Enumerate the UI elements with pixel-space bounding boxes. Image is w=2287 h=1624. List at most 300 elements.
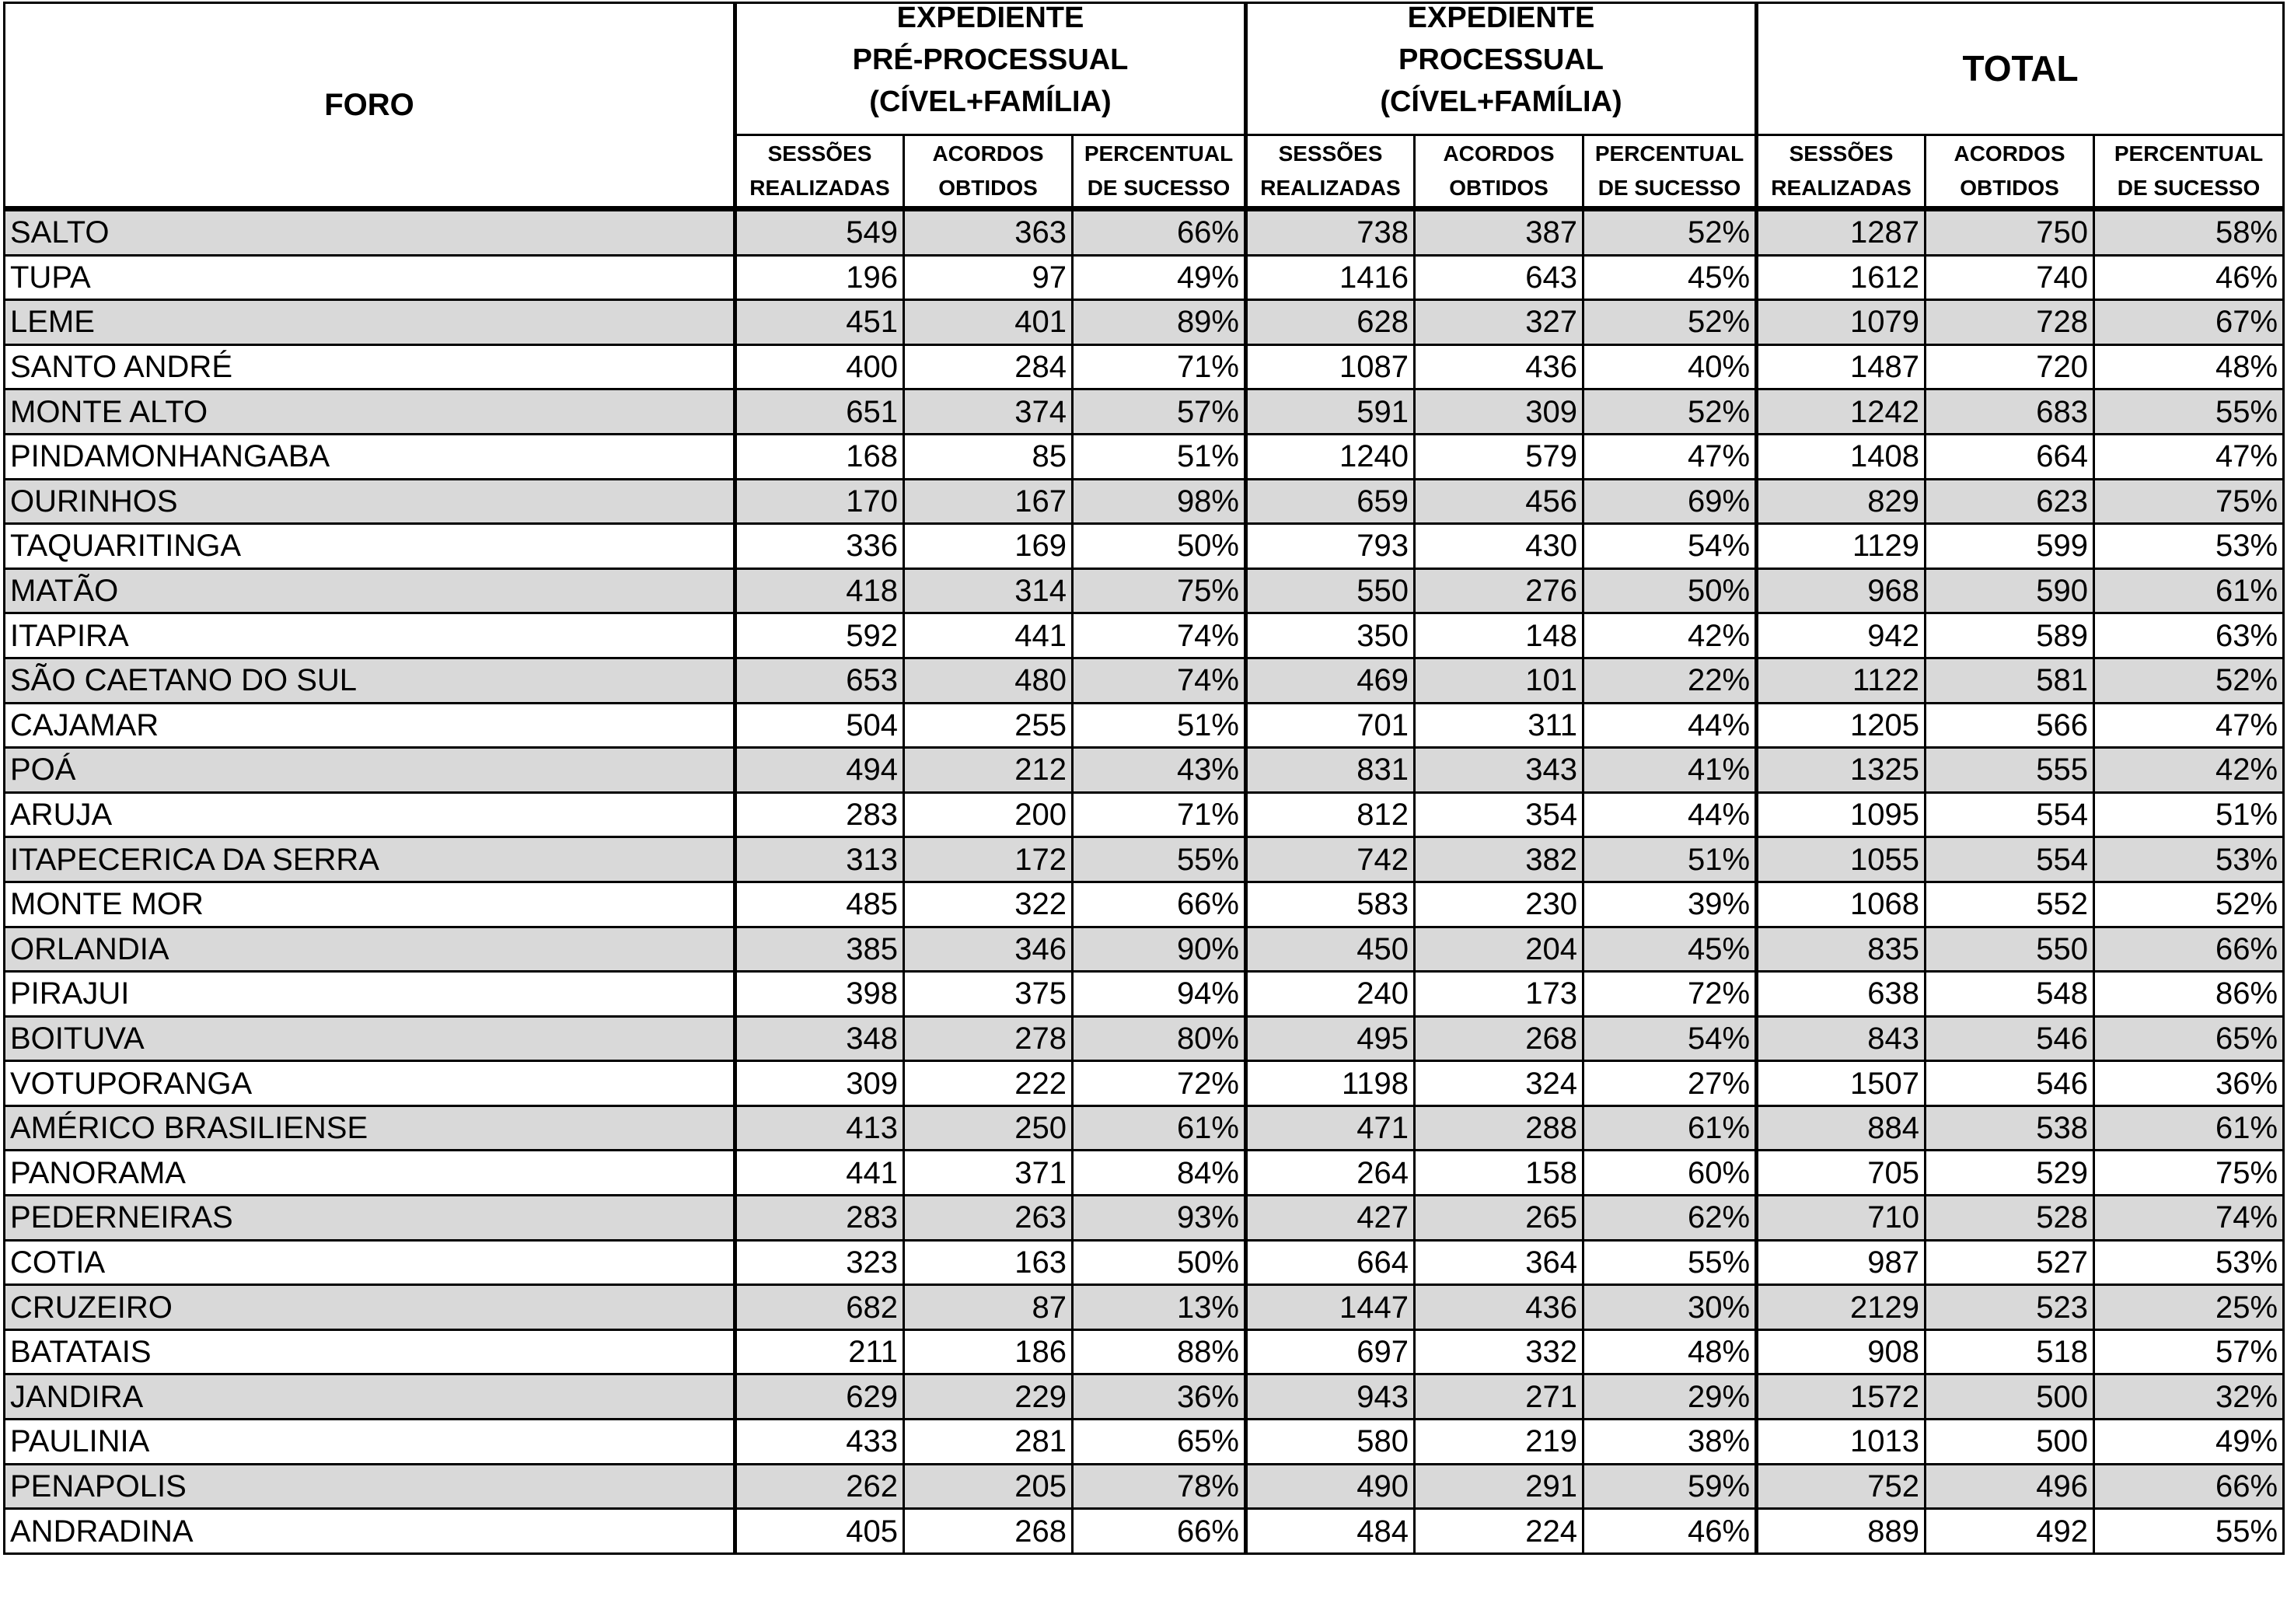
pre-acordos-cell: 281 [904, 1420, 1073, 1465]
foro-cell: ORLANDIA [5, 927, 735, 972]
pre-percentual-cell: 98% [1073, 479, 1246, 524]
foro-cell: ITAPECERICA DA SERRA [5, 837, 735, 882]
table-row [5, 927, 2284, 972]
proc-acordos-cell: 288 [1415, 1105, 1583, 1151]
pre-percentual-cell: 88% [1073, 1329, 1246, 1374]
group-line: EXPEDIENTE [1407, 2, 1595, 35]
foro-cell: TAQUARITINGA [5, 524, 735, 569]
proc-acordos-cell: 436 [1415, 344, 1583, 389]
foro-cell: SÃO CAETANO DO SUL [5, 658, 735, 703]
proc-sessoes-cell: 1240 [1246, 434, 1415, 479]
table-row [5, 209, 2284, 256]
total-acordos-cell: 554 [1926, 837, 2094, 882]
proc-sessoes-cell: 831 [1246, 748, 1415, 793]
pre-acordos-cell: 229 [904, 1374, 1073, 1420]
proc-acordos-cell: 224 [1415, 1509, 1583, 1554]
pre-sessoes-cell: 323 [735, 1240, 904, 1285]
proc-percentual-cell: 50% [1583, 568, 1757, 613]
total-acordos-cell: 623 [1926, 479, 2094, 524]
foro-cell: LEME [5, 300, 735, 345]
proc-percentual-cell: 52% [1583, 300, 1757, 345]
pre-sessoes-cell: 549 [735, 209, 904, 256]
pre-acordos-cell: 255 [904, 703, 1073, 748]
group-line: EXPEDIENTE [896, 2, 1084, 35]
proc-sessoes-cell: 264 [1246, 1151, 1415, 1196]
pre-percentual-cell: 51% [1073, 434, 1246, 479]
total-acordos-cell: 527 [1926, 1240, 2094, 1285]
foro-cell: CRUZEIRO [5, 1285, 735, 1330]
table-row [5, 837, 2284, 882]
pre-sessoes-cell: 653 [735, 658, 904, 703]
pre-sessoes-cell: 682 [735, 1285, 904, 1330]
total-acordos-cell: 750 [1926, 209, 2094, 256]
total-sessoes-cell: 942 [1757, 613, 1926, 658]
foro-header: FORO [5, 3, 735, 209]
pre-percentual-cell: 50% [1073, 1240, 1246, 1285]
table-row [5, 1464, 2284, 1509]
total-sessoes-cell: 710 [1757, 1196, 1926, 1241]
foro-cell: PANORAMA [5, 1151, 735, 1196]
total-sessoes-cell: 1055 [1757, 837, 1926, 882]
total-sessoes-cell: 705 [1757, 1151, 1926, 1196]
proc-acordos-cell: 158 [1415, 1151, 1583, 1196]
pre-percentual-cell: 66% [1073, 1509, 1246, 1554]
pre-acordos-cell: 200 [904, 792, 1073, 837]
pre-acordos-cell: 222 [904, 1061, 1073, 1106]
foro-cell: SALTO [5, 209, 735, 256]
pre-percentual-cell: 57% [1073, 389, 1246, 435]
proc-sessoes-cell: 812 [1246, 792, 1415, 837]
pre-sessoes-cell: 451 [735, 300, 904, 345]
proc-acordos-cell: 268 [1415, 1016, 1583, 1061]
foro-cell: VOTUPORANGA [5, 1061, 735, 1106]
foro-cell: BATATAIS [5, 1329, 735, 1374]
proc-sessoes-cell: 591 [1246, 389, 1415, 435]
table-row [5, 389, 2284, 435]
proc-sessoes-cell: 427 [1246, 1196, 1415, 1241]
pre-sessoes-cell: 309 [735, 1061, 904, 1106]
total-percentual-cell: 55% [2094, 389, 2284, 435]
pre-sessoes-cell: 168 [735, 434, 904, 479]
proc-acordos-cell: 276 [1415, 568, 1583, 613]
pre-acordos-cell: 375 [904, 972, 1073, 1017]
pre-acordos-cell: 163 [904, 1240, 1073, 1285]
foro-cell: TUPA [5, 255, 735, 300]
pre-acordos-cell: 268 [904, 1509, 1073, 1554]
pre-acordos-cell: 212 [904, 748, 1073, 793]
pre-acordos-cell: 363 [904, 209, 1073, 256]
total-acordos-cell: 552 [1926, 882, 2094, 927]
proc-percentual-cell: 46% [1583, 1509, 1757, 1554]
proc-sessoes-cell: 738 [1246, 209, 1415, 256]
proc-acordos-cell: 456 [1415, 479, 1583, 524]
pre-percentual-cell: 78% [1073, 1464, 1246, 1509]
table-row [5, 1196, 2284, 1241]
table-row [5, 1151, 2284, 1196]
proc-percentual-cell: 61% [1583, 1105, 1757, 1151]
table-row [5, 613, 2284, 658]
proc-percentual-cell: 39% [1583, 882, 1757, 927]
total-percentual-cell: 36% [2094, 1061, 2284, 1106]
total-sessoes-cell: 1095 [1757, 792, 1926, 837]
sub-header-sessoes: SESSÕES REALIZADAS [1246, 134, 1415, 208]
pre-percentual-cell: 71% [1073, 344, 1246, 389]
proc-percentual-cell: 41% [1583, 748, 1757, 793]
pre-sessoes-cell: 385 [735, 927, 904, 972]
pre-sessoes-cell: 413 [735, 1105, 904, 1151]
table-row [5, 658, 2284, 703]
pre-sessoes-cell: 629 [735, 1374, 904, 1420]
total-percentual-cell: 66% [2094, 927, 2284, 972]
proc-percentual-cell: 45% [1583, 927, 1757, 972]
table-row [5, 703, 2284, 748]
table-row [5, 1240, 2284, 1285]
total-sessoes-cell: 835 [1757, 927, 1926, 972]
total-acordos-cell: 683 [1926, 389, 2094, 435]
pre-sessoes-cell: 211 [735, 1329, 904, 1374]
total-acordos-cell: 581 [1926, 658, 2094, 703]
total-percentual-cell: 55% [2094, 1509, 2284, 1554]
total-acordos-cell: 492 [1926, 1509, 2094, 1554]
total-acordos-cell: 566 [1926, 703, 2094, 748]
total-percentual-cell: 47% [2094, 434, 2284, 479]
pre-acordos-cell: 85 [904, 434, 1073, 479]
pre-acordos-cell: 172 [904, 837, 1073, 882]
total-sessoes-cell: 889 [1757, 1509, 1926, 1554]
foro-cell: PAULINIA [5, 1420, 735, 1465]
pre-percentual-cell: 94% [1073, 972, 1246, 1017]
proc-percentual-cell: 51% [1583, 837, 1757, 882]
proc-acordos-cell: 204 [1415, 927, 1583, 972]
foro-cell: PINDAMONHANGABA [5, 434, 735, 479]
proc-sessoes-cell: 664 [1246, 1240, 1415, 1285]
pre-percentual-cell: 66% [1073, 882, 1246, 927]
pre-acordos-cell: 87 [904, 1285, 1073, 1330]
pre-acordos-cell: 441 [904, 613, 1073, 658]
pre-sessoes-cell: 405 [735, 1509, 904, 1554]
pre-acordos-cell: 480 [904, 658, 1073, 703]
pre-sessoes-cell: 504 [735, 703, 904, 748]
proc-percentual-cell: 29% [1583, 1374, 1757, 1420]
proc-acordos-cell: 430 [1415, 524, 1583, 569]
pre-acordos-cell: 346 [904, 927, 1073, 972]
proc-sessoes-cell: 701 [1246, 703, 1415, 748]
proc-percentual-cell: 47% [1583, 434, 1757, 479]
pre-sessoes-cell: 170 [735, 479, 904, 524]
table-row [5, 882, 2284, 927]
total-sessoes-cell: 1408 [1757, 434, 1926, 479]
total-sessoes-cell: 1572 [1757, 1374, 1926, 1420]
total-acordos-cell: 550 [1926, 927, 2094, 972]
pre-percentual-cell: 84% [1073, 1151, 1246, 1196]
total-sessoes-cell: 638 [1757, 972, 1926, 1017]
sub-header-acordos: ACORDOS OBTIDOS [1415, 134, 1583, 208]
proc-sessoes-cell: 628 [1246, 300, 1415, 345]
total-percentual-cell: 66% [2094, 1464, 2284, 1509]
total-sessoes-cell: 987 [1757, 1240, 1926, 1285]
total-percentual-cell: 51% [2094, 792, 2284, 837]
foro-cell: SANTO ANDRÉ [5, 344, 735, 389]
sub-header-acordos: ACORDOS OBTIDOS [1926, 134, 2094, 208]
table-row [5, 344, 2284, 389]
foro-cell: ARUJA [5, 792, 735, 837]
pre-percentual-cell: 13% [1073, 1285, 1246, 1330]
pre-percentual-cell: 51% [1073, 703, 1246, 748]
pre-percentual-cell: 49% [1073, 255, 1246, 300]
total-percentual-cell: 58% [2094, 209, 2284, 256]
proc-acordos-cell: 311 [1415, 703, 1583, 748]
pre-acordos-cell: 250 [904, 1105, 1073, 1151]
foro-cell: COTIA [5, 1240, 735, 1285]
results-table [3, 2, 2285, 1555]
total-sessoes-cell: 843 [1757, 1016, 1926, 1061]
table-body [5, 209, 2284, 1554]
proc-acordos-cell: 271 [1415, 1374, 1583, 1420]
pre-percentual-cell: 43% [1073, 748, 1246, 793]
proc-percentual-cell: 60% [1583, 1151, 1757, 1196]
total-percentual-cell: 32% [2094, 1374, 2284, 1420]
table-row [5, 524, 2284, 569]
foro-cell: ANDRADINA [5, 1509, 735, 1554]
total-acordos-cell: 528 [1926, 1196, 2094, 1241]
total-acordos-cell: 500 [1926, 1420, 2094, 1465]
pre-sessoes-cell: 418 [735, 568, 904, 613]
total-sessoes-cell: 1068 [1757, 882, 1926, 927]
pre-percentual-cell: 61% [1073, 1105, 1246, 1151]
total-acordos-cell: 728 [1926, 300, 2094, 345]
proc-acordos-cell: 354 [1415, 792, 1583, 837]
proc-acordos-cell: 219 [1415, 1420, 1583, 1465]
foro-cell: OURINHOS [5, 479, 735, 524]
total-percentual-cell: 65% [2094, 1016, 2284, 1061]
proc-sessoes-cell: 471 [1246, 1105, 1415, 1151]
proc-sessoes-cell: 580 [1246, 1420, 1415, 1465]
total-sessoes-cell: 1287 [1757, 209, 1926, 256]
total-sessoes-cell: 1013 [1757, 1420, 1926, 1465]
total-acordos-cell: 496 [1926, 1464, 2094, 1509]
total-sessoes-cell: 1612 [1757, 255, 1926, 300]
foro-cell: BOITUVA [5, 1016, 735, 1061]
table-row [5, 1509, 2284, 1554]
total-acordos-cell: 500 [1926, 1374, 2094, 1420]
total-sessoes-cell: 884 [1757, 1105, 1926, 1151]
proc-sessoes-cell: 484 [1246, 1509, 1415, 1554]
foro-cell: POÁ [5, 748, 735, 793]
proc-percentual-cell: 69% [1583, 479, 1757, 524]
total-percentual-cell: 57% [2094, 1329, 2284, 1374]
table-row [5, 1374, 2284, 1420]
pre-sessoes-cell: 494 [735, 748, 904, 793]
table-row [5, 568, 2284, 613]
total-acordos-cell: 546 [1926, 1061, 2094, 1106]
table-row [5, 972, 2284, 1017]
table-row [5, 300, 2284, 345]
proc-acordos-cell: 343 [1415, 748, 1583, 793]
pre-percentual-cell: 90% [1073, 927, 1246, 972]
table-row [5, 255, 2284, 300]
proc-percentual-cell: 52% [1583, 209, 1757, 256]
pre-sessoes-cell: 400 [735, 344, 904, 389]
pre-sessoes-cell: 348 [735, 1016, 904, 1061]
proc-percentual-cell: 62% [1583, 1196, 1757, 1241]
proc-sessoes-cell: 469 [1246, 658, 1415, 703]
total-percentual-cell: 46% [2094, 255, 2284, 300]
total-acordos-cell: 720 [1926, 344, 2094, 389]
proc-percentual-cell: 44% [1583, 792, 1757, 837]
total-percentual-cell: 47% [2094, 703, 2284, 748]
pre-percentual-cell: 80% [1073, 1016, 1246, 1061]
group-header-processual [1246, 3, 1757, 135]
proc-sessoes-cell: 240 [1246, 972, 1415, 1017]
proc-percentual-cell: 38% [1583, 1420, 1757, 1465]
table-row [5, 434, 2284, 479]
pre-sessoes-cell: 283 [735, 792, 904, 837]
proc-acordos-cell: 148 [1415, 613, 1583, 658]
foro-cell: PENAPOLIS [5, 1464, 735, 1509]
pre-acordos-cell: 371 [904, 1151, 1073, 1196]
pre-acordos-cell: 205 [904, 1464, 1073, 1509]
table-row [5, 1016, 2284, 1061]
proc-acordos-cell: 327 [1415, 300, 1583, 345]
table-row [5, 1285, 2284, 1330]
total-acordos-cell: 599 [1926, 524, 2094, 569]
total-acordos-cell: 548 [1926, 972, 2094, 1017]
total-sessoes-cell: 829 [1757, 479, 1926, 524]
total-sessoes-cell: 1487 [1757, 344, 1926, 389]
total-acordos-cell: 523 [1926, 1285, 2094, 1330]
proc-acordos-cell: 173 [1415, 972, 1583, 1017]
proc-acordos-cell: 387 [1415, 209, 1583, 256]
table-row [5, 1061, 2284, 1106]
proc-percentual-cell: 72% [1583, 972, 1757, 1017]
foro-cell: MONTE ALTO [5, 389, 735, 435]
total-percentual-cell: 67% [2094, 300, 2284, 345]
pre-acordos-cell: 167 [904, 479, 1073, 524]
total-percentual-cell: 52% [2094, 882, 2284, 927]
pre-sessoes-cell: 313 [735, 837, 904, 882]
proc-sessoes-cell: 350 [1246, 613, 1415, 658]
proc-percentual-cell: 45% [1583, 255, 1757, 300]
proc-sessoes-cell: 583 [1246, 882, 1415, 927]
proc-acordos-cell: 324 [1415, 1061, 1583, 1106]
foro-cell: PEDERNEIRAS [5, 1196, 735, 1241]
proc-sessoes-cell: 1198 [1246, 1061, 1415, 1106]
proc-percentual-cell: 30% [1583, 1285, 1757, 1330]
pre-percentual-cell: 36% [1073, 1374, 1246, 1420]
total-acordos-cell: 664 [1926, 434, 2094, 479]
pre-acordos-cell: 169 [904, 524, 1073, 569]
total-percentual-cell: 63% [2094, 613, 2284, 658]
total-percentual-cell: 53% [2094, 524, 2284, 569]
total-sessoes-cell: 908 [1757, 1329, 1926, 1374]
proc-acordos-cell: 291 [1415, 1464, 1583, 1509]
pre-acordos-cell: 186 [904, 1329, 1073, 1374]
table-row [5, 479, 2284, 524]
pre-sessoes-cell: 336 [735, 524, 904, 569]
total-acordos-cell: 590 [1926, 568, 2094, 613]
proc-percentual-cell: 48% [1583, 1329, 1757, 1374]
proc-acordos-cell: 265 [1415, 1196, 1583, 1241]
pre-acordos-cell: 314 [904, 568, 1073, 613]
proc-percentual-cell: 44% [1583, 703, 1757, 748]
pre-percentual-cell: 55% [1073, 837, 1246, 882]
total-acordos-cell: 589 [1926, 613, 2094, 658]
total-acordos-cell: 546 [1926, 1016, 2094, 1061]
proc-percentual-cell: 54% [1583, 1016, 1757, 1061]
total-sessoes-cell: 1122 [1757, 658, 1926, 703]
proc-acordos-cell: 309 [1415, 389, 1583, 435]
total-sessoes-cell: 2129 [1757, 1285, 1926, 1330]
table-row [5, 1420, 2284, 1465]
pre-acordos-cell: 322 [904, 882, 1073, 927]
pre-percentual-cell: 89% [1073, 300, 1246, 345]
total-sessoes-cell: 1129 [1757, 524, 1926, 569]
pre-acordos-cell: 374 [904, 389, 1073, 435]
proc-acordos-cell: 643 [1415, 255, 1583, 300]
pre-sessoes-cell: 398 [735, 972, 904, 1017]
total-percentual-cell: 53% [2094, 837, 2284, 882]
pre-sessoes-cell: 592 [735, 613, 904, 658]
proc-percentual-cell: 59% [1583, 1464, 1757, 1509]
table-row [5, 1105, 2284, 1151]
total-percentual-cell: 52% [2094, 658, 2284, 703]
proc-sessoes-cell: 1416 [1246, 255, 1415, 300]
proc-sessoes-cell: 742 [1246, 837, 1415, 882]
total-percentual-cell: 86% [2094, 972, 2284, 1017]
total-percentual-cell: 25% [2094, 1285, 2284, 1330]
proc-sessoes-cell: 450 [1246, 927, 1415, 972]
total-percentual-cell: 74% [2094, 1196, 2284, 1241]
pre-sessoes-cell: 485 [735, 882, 904, 927]
proc-acordos-cell: 364 [1415, 1240, 1583, 1285]
total-sessoes-cell: 1507 [1757, 1061, 1926, 1106]
pre-acordos-cell: 97 [904, 255, 1073, 300]
proc-acordos-cell: 579 [1415, 434, 1583, 479]
total-sessoes-cell: 1325 [1757, 748, 1926, 793]
pre-sessoes-cell: 262 [735, 1464, 904, 1509]
proc-percentual-cell: 22% [1583, 658, 1757, 703]
total-percentual-cell: 42% [2094, 748, 2284, 793]
total-acordos-cell: 554 [1926, 792, 2094, 837]
pre-percentual-cell: 50% [1073, 524, 1246, 569]
sub-header-percentual: PERCENTUAL DE SUCESSO [1073, 134, 1246, 208]
foro-cell: MATÃO [5, 568, 735, 613]
total-sessoes-cell: 752 [1757, 1464, 1926, 1509]
group-line: (CÍVEL+FAMÍLIA) [1380, 86, 1622, 119]
proc-sessoes-cell: 1447 [1246, 1285, 1415, 1330]
pre-percentual-cell: 75% [1073, 568, 1246, 613]
pre-percentual-cell: 65% [1073, 1420, 1246, 1465]
pre-percentual-cell: 74% [1073, 613, 1246, 658]
total-percentual-cell: 53% [2094, 1240, 2284, 1285]
proc-acordos-cell: 230 [1415, 882, 1583, 927]
foro-cell: PIRAJUI [5, 972, 735, 1017]
total-percentual-cell: 48% [2094, 344, 2284, 389]
proc-percentual-cell: 42% [1583, 613, 1757, 658]
group-header-pre-processual [735, 3, 1246, 135]
total-percentual-cell: 61% [2094, 1105, 2284, 1151]
header-row-groups [5, 3, 2284, 135]
proc-sessoes-cell: 659 [1246, 479, 1415, 524]
pre-percentual-cell: 66% [1073, 209, 1246, 256]
pre-percentual-cell: 74% [1073, 658, 1246, 703]
total-percentual-cell: 49% [2094, 1420, 2284, 1465]
total-acordos-cell: 555 [1926, 748, 2094, 793]
proc-sessoes-cell: 697 [1246, 1329, 1415, 1374]
group-line: (CÍVEL+FAMÍLIA) [869, 86, 1112, 119]
total-sessoes-cell: 1205 [1757, 703, 1926, 748]
foro-cell: MONTE MOR [5, 882, 735, 927]
